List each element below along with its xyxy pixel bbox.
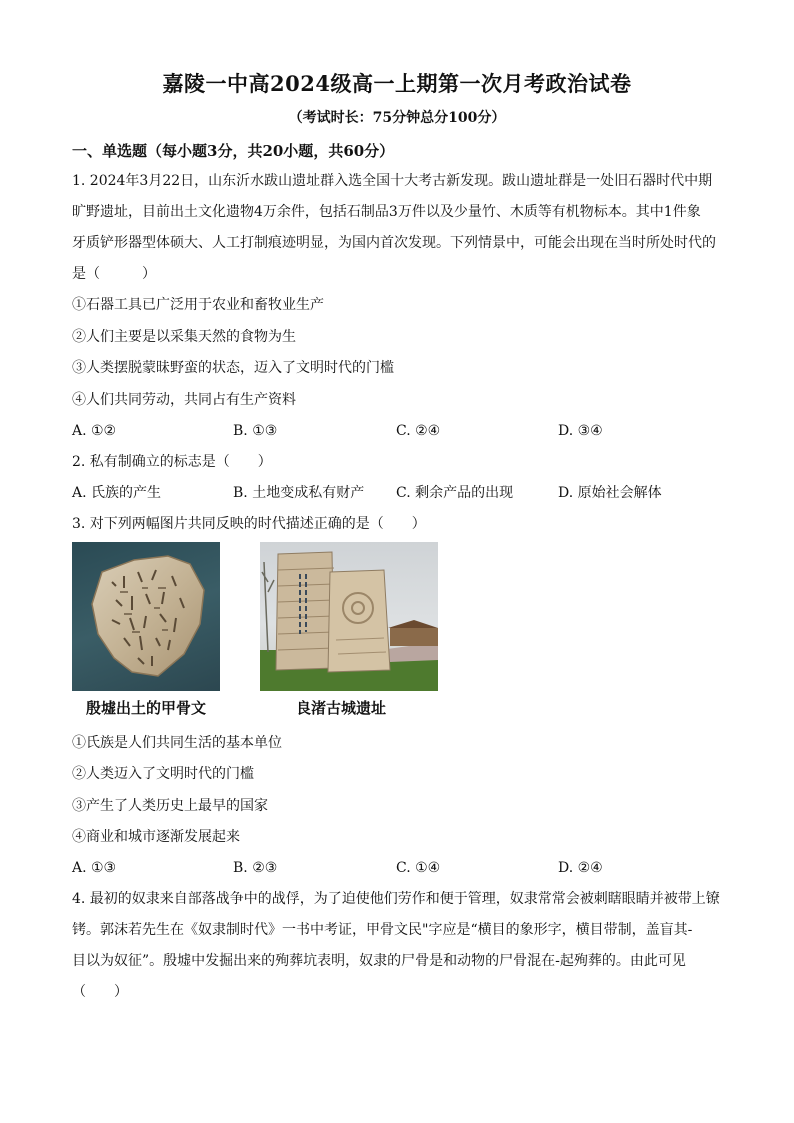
q3-option-c: C. ①④ xyxy=(396,860,441,876)
q2-option-b: B. 土地变成私有财产 xyxy=(233,485,365,501)
section-heading: 一、单选题（每小题3分，共20小题，共60分） xyxy=(72,142,395,160)
oracle-bone-caption: 殷墟出土的甲骨文 xyxy=(86,699,207,717)
q1-statement: ①石器工具已广泛用于农业和畜牧业生产 xyxy=(72,297,324,313)
q1-option-d: D. ③④ xyxy=(558,423,603,439)
q1-statement: ④人们共同劳动，共同占有生产资料 xyxy=(72,392,296,408)
q3-option-b: B. ②③ xyxy=(233,860,278,876)
q2-option-c: C. 剩余产品的出现 xyxy=(396,485,514,501)
oracle-bone-image xyxy=(72,542,220,691)
liangzhu-caption: 良渚古城遗址 xyxy=(296,699,387,717)
q4-stem-line: （ ） xyxy=(72,984,128,1000)
exam-subtitle: （考试时长：75分钟总分100分） xyxy=(288,110,506,126)
q1-stem-line: 旷野遗址，目前出土文化遗物4万余件，包括石制品3万件以及少量竹、木质等有机物标本。其中1件象 xyxy=(72,204,701,220)
q4-stem-line: 目以为奴征”。殷墟中发掘出来的殉葬坑表明，奴隶的尸骨是和动物的尸骨混在-起殉葬的。由此可见 xyxy=(72,953,686,969)
q2-option-a: A. 氏族的产生 xyxy=(72,485,162,501)
q3-option-d: D. ②④ xyxy=(558,860,603,876)
q3-option-a: A. ①③ xyxy=(72,860,117,876)
q4-stem-line: 4. 最初的奴隶来自部落战争中的战俘，为了迫使他们劳作和便于管理，奴隶常常会被刺瞎眼睛并被带上镣 xyxy=(72,891,720,907)
q3-statement: ①氏族是人们共同生活的基本单位 xyxy=(72,735,282,751)
q3-statement: ②人类迈入了文明时代的门槛 xyxy=(72,766,254,782)
q3-statement: ④商业和城市逐渐发展起来 xyxy=(72,829,240,845)
q1-option-b: B. ①③ xyxy=(233,423,278,439)
liangzhu-site-graphic xyxy=(260,542,438,691)
q2-stem-line: 2. 私有制确立的标志是（ ） xyxy=(72,454,272,470)
oracle-bone-graphic xyxy=(72,542,220,691)
q1-statement: ③人类摆脱蒙昧野蛮的状态，迈入了文明时代的门槛 xyxy=(72,360,394,376)
q3-statement: ③产生了人类历史上最早的国家 xyxy=(72,798,268,814)
q3-stem-line: 3. 对下列两幅图片共同反映的时代描述正确的是（ ） xyxy=(72,516,426,532)
q1-stem-line: 1. 2024年3月22日，山东沂水跋山遗址群入选全国十大考古新发现。跋山遗址群是一处旧石器时代中期 xyxy=(72,173,713,189)
q1-option-a: A. ①② xyxy=(72,423,117,439)
liangzhu-site-image xyxy=(260,542,438,691)
exam-title: 嘉陵一中高2024级高一上期第一次月考政治试卷 xyxy=(162,71,632,96)
q1-statement: ②人们主要是以采集天然的食物为生 xyxy=(72,329,296,345)
q4-stem-line: 铐。郭沫若先生在《奴隶制时代》一书中考证，甲骨文民"字应是“横目的象形字，横目带制，盖盲其- xyxy=(72,922,693,938)
q1-stem-line: 牙质铲形器型体硕大、人工打制痕迹明显，为国内首次发现。下列情景中，可能会出现在当时所处时代的 xyxy=(72,235,716,251)
q1-stem-line: 是（ ） xyxy=(72,266,156,282)
q1-option-c: C. ②④ xyxy=(396,423,441,439)
q2-option-d: D. 原始社会解体 xyxy=(558,485,662,501)
